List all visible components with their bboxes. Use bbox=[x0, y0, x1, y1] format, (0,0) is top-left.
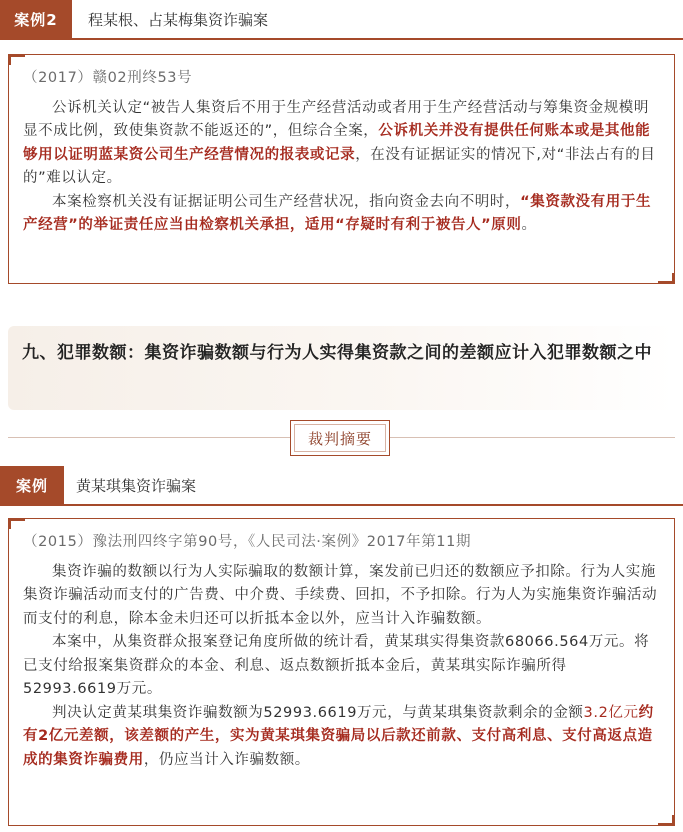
case-box-2 bbox=[8, 518, 675, 826]
case-citation: （2015）豫法刑四终字第90号，《人民司法·案例》2017年第11期 bbox=[23, 534, 472, 550]
divider-line bbox=[390, 437, 675, 438]
summary-button[interactable]: 裁判摘要 bbox=[290, 420, 390, 456]
text: 本案检察机关没有证据证明公司生产经营状况，指向资金去向不明时， bbox=[52, 193, 521, 210]
corner-decoration bbox=[8, 54, 25, 65]
section-heading-block bbox=[8, 326, 675, 410]
header-divider bbox=[0, 38, 683, 40]
header-divider bbox=[0, 504, 683, 506]
case-tag: 案例 bbox=[0, 466, 64, 504]
highlight-text: 3.2亿元 bbox=[583, 704, 639, 721]
paragraph: 本案中，从集资群众报案登记角度所做的统计看，黄某琪实得集资款68066.564万元。将已支付给报案集资群众的本金、利息、返点数额折抵本金后，黄某琪实际诈骗所得52993.6619万元。 bbox=[23, 634, 650, 697]
text: 。 bbox=[521, 217, 537, 233]
case-box-1 bbox=[8, 54, 675, 284]
text: 公诉机关认定“被告人集资后不用于生产经营活动或者用于生产经营活动与筹集资金规模明显不成比例，致使集资款不能返还的”，但综合全案， bbox=[23, 99, 650, 139]
case-header-2 bbox=[0, 466, 683, 506]
paragraph bbox=[23, 97, 660, 191]
paragraph bbox=[23, 191, 660, 238]
paragraph: 集资诈骗的数额以行为人实际骗取的数额计算，案发前已归还的数额应予扣除。行为人实施集资诈骗活动而支付的广告费、中介费、手续费、回扣，不予扣除。行为人为实施集资诈骗活动而支付的利息，除本金未归还可以折抵本金以外，应当计入诈骗数额。 bbox=[23, 563, 658, 627]
highlight-text: 约有2亿元差额，该差额的产生，实为黄某琪集资骗局以后款还前款、支付高利息、支付高返点造成的集资诈骗费用 bbox=[23, 704, 654, 768]
highlight-text: “集资款没有用于生产经营”的举证责任应当由检察机关承担，适用“存疑时有利于被告人”原则 bbox=[23, 193, 652, 233]
divider-line bbox=[8, 437, 290, 438]
corner-decoration bbox=[658, 815, 675, 826]
section-title: 九、犯罪数额：集资诈骗数额与行为人实得集资款之间的差额应计入犯罪数额之中 bbox=[22, 343, 652, 363]
case-tag: 案例2 bbox=[0, 0, 72, 38]
case-title: 黄某琪集资诈骗案 bbox=[76, 476, 197, 495]
text: ，仍应当计入诈骗数额。 bbox=[143, 751, 310, 768]
case-title: 程某根、占某梅集资诈骗案 bbox=[88, 10, 269, 29]
text: 判决认定黄某琪集资诈骗数额为52993.6619万元，与黄某琪集资款剩余的金额 bbox=[52, 704, 584, 721]
highlight-text: 公诉机关并没有提供任何账本或是其他能够用以证明蓝某资公司生产经营情况的报表或记录 bbox=[23, 123, 651, 163]
text: ，在没有证据证实的情况下,对“非法占有的目的”难以认定。 bbox=[23, 146, 656, 186]
paragraph bbox=[23, 702, 660, 773]
case-citation: （2017）赣02刑终53号 bbox=[23, 70, 193, 86]
corner-decoration bbox=[8, 518, 25, 529]
corner-decoration bbox=[658, 273, 675, 284]
case-header-1 bbox=[0, 0, 683, 40]
